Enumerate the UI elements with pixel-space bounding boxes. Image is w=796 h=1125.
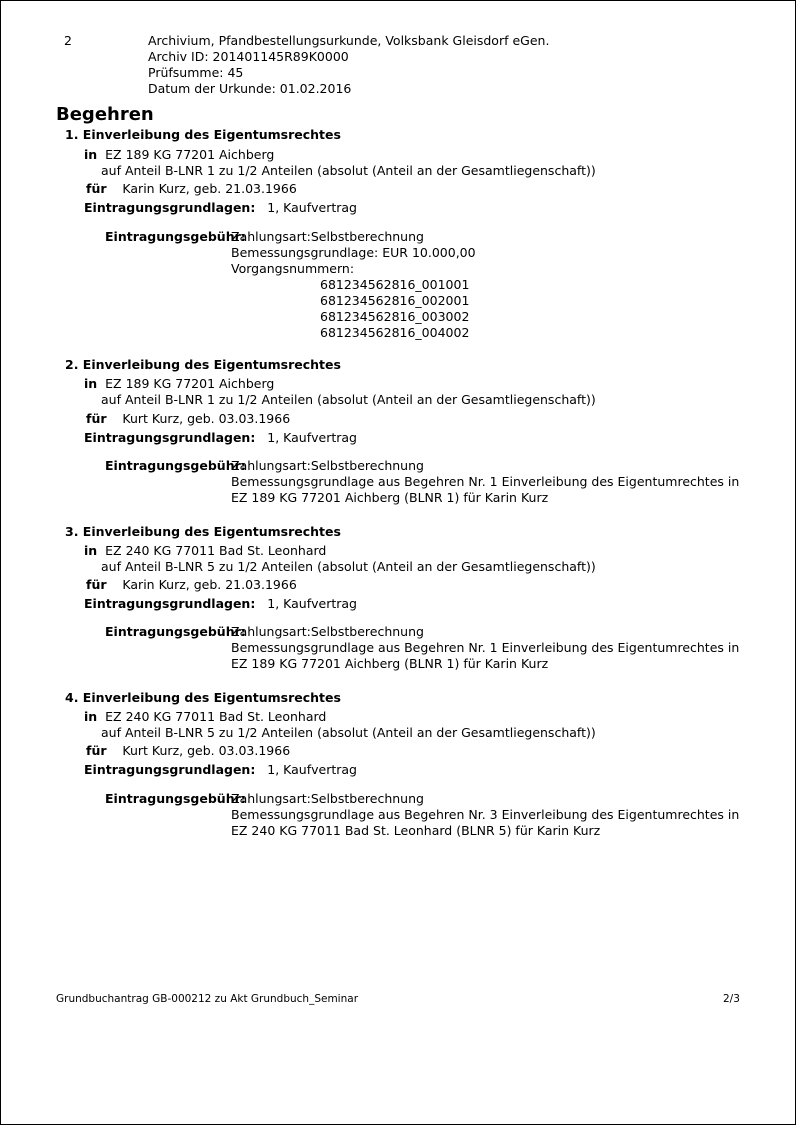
header-line-1: Archivium, Pfandbestellungsurkunde, Volksbank Gleisdorf eGen. — [148, 33, 550, 48]
vorgangsnummer-item: 681234562816_002001 — [320, 293, 470, 308]
entry-person: für Karin Kurz, geb. 21.03.1966 — [86, 181, 297, 196]
entry-gebuehr-line-1: Zahlungsart:Selbstberechnung — [231, 791, 424, 806]
header-line-3: Prüfsumme: 45 — [148, 65, 244, 80]
footer-page-count: 2/3 — [723, 993, 740, 1005]
header-line-4: Datum der Urkunde: 01.02.2016 — [148, 81, 352, 96]
entry-gebuehr-line-3: EZ 189 KG 77201 Aichberg (BLNR 1) für Karin Kurz — [231, 656, 549, 671]
entry-gebuehr-line-1: Zahlungsart:Selbstberechnung — [231, 229, 424, 244]
entry-gebuehr-label: Eintragungsgebühr: — [105, 458, 246, 473]
entry-ez: in EZ 189 KG 77201 Aichberg — [84, 147, 275, 162]
entry-gebuehr-line-3: Vorgangsnummern: — [231, 261, 355, 276]
entry-person: für Kurt Kurz, geb. 03.03.1966 — [86, 743, 291, 758]
entry-ez: in EZ 240 KG 77011 Bad St. Leonhard — [84, 543, 327, 558]
entry-gebuehr-line-2: Bemessungsgrundlage aus Begehren Nr. 1 Einverleibung des Eigentumrechtes in — [231, 474, 740, 489]
entry-title: 3. Einverleibung des Eigentumsrechtes — [65, 524, 341, 539]
entry-gebuehr-line-1: Zahlungsart:Selbstberechnung — [231, 624, 424, 639]
entry-gebuehr-line-2: Bemessungsgrundlage aus Begehren Nr. 1 Einverleibung des Eigentumrechtes in — [231, 640, 740, 655]
entry-anteil: auf Anteil B-LNR 5 zu 1/2 Anteilen (absolut (Anteil an der Gesamtliegenschaft)) — [101, 559, 596, 574]
entry-gebuehr-line-2: Bemessungsgrundlage aus Begehren Nr. 3 Einverleibung des Eigentumrechtes in — [231, 807, 740, 822]
entry-ez: in EZ 240 KG 77011 Bad St. Leonhard — [84, 709, 327, 724]
section-title: Begehren — [56, 104, 154, 125]
vorgangsnummer-item: 681234562816_003002 — [320, 309, 470, 324]
entry-title: 2. Einverleibung des Eigentumsrechtes — [65, 357, 341, 372]
entry-grundlagen: Eintragungsgrundlagen: 1, Kaufvertrag — [84, 762, 357, 777]
entry-person: für Kurt Kurz, geb. 03.03.1966 — [86, 411, 291, 426]
entry-gebuehr-line-3: EZ 240 KG 77011 Bad St. Leonhard (BLNR 5) für Karin Kurz — [231, 823, 601, 838]
entry-grundlagen: Eintragungsgrundlagen: 1, Kaufvertrag — [84, 596, 357, 611]
header-line-2: Archiv ID: 201401145R89K0000 — [148, 49, 349, 64]
vorgangsnummer-item: 681234562816_004002 — [320, 325, 470, 340]
entry-person: für Karin Kurz, geb. 21.03.1966 — [86, 577, 297, 592]
entry-title: 4. Einverleibung des Eigentumsrechtes — [65, 690, 341, 705]
entry-anteil: auf Anteil B-LNR 1 zu 1/2 Anteilen (absolut (Anteil an der Gesamtliegenschaft)) — [101, 163, 596, 178]
entry-gebuehr-label: Eintragungsgebühr: — [105, 791, 246, 806]
entry-title: 1. Einverleibung des Eigentumsrechtes — [65, 127, 341, 142]
entry-anteil: auf Anteil B-LNR 1 zu 1/2 Anteilen (absolut (Anteil an der Gesamtliegenschaft)) — [101, 392, 596, 407]
entry-grundlagen: Eintragungsgrundlagen: 1, Kaufvertrag — [84, 430, 357, 445]
entry-gebuehr-line-2: Bemessungsgrundlage: EUR 10.000,00 — [231, 245, 476, 260]
entry-gebuehr-label: Eintragungsgebühr: — [105, 229, 246, 244]
header-page-number: 2 — [64, 33, 72, 48]
entry-gebuehr-line-1: Zahlungsart:Selbstberechnung — [231, 458, 424, 473]
header-block — [148, 33, 549, 97]
footer-document-reference: Grundbuchantrag GB-000212 zu Akt Grundbuch_Seminar — [56, 993, 359, 1005]
entry-gebuehr-line-3: EZ 189 KG 77201 Aichberg (BLNR 1) für Karin Kurz — [231, 490, 549, 505]
vorgangsnummer-item: 681234562816_001001 — [320, 277, 470, 292]
entry-gebuehr-label: Eintragungsgebühr: — [105, 624, 246, 639]
entry-grundlagen: Eintragungsgrundlagen: 1, Kaufvertrag — [84, 200, 357, 215]
entry-anteil: auf Anteil B-LNR 5 zu 1/2 Anteilen (absolut (Anteil an der Gesamtliegenschaft)) — [101, 725, 596, 740]
entry-ez: in EZ 189 KG 77201 Aichberg — [84, 376, 275, 391]
